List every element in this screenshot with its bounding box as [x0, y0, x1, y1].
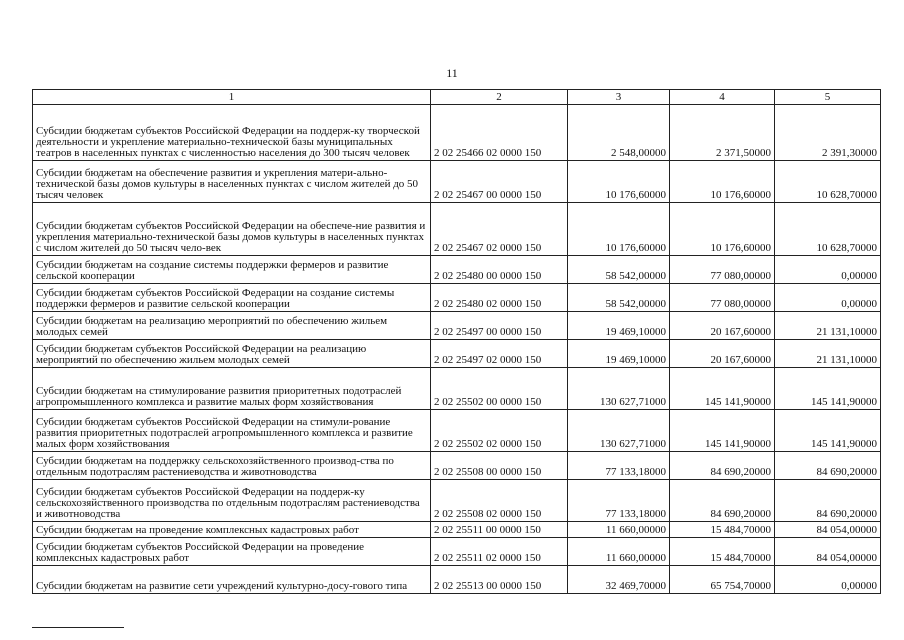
table-row — [33, 480, 881, 522]
row-code: 2 02 25466 02 0000 150 — [431, 105, 568, 161]
row-code: 2 02 25508 02 0000 150 — [431, 480, 568, 522]
row-name: Субсидии бюджетам на проведение комплексных кадастровых работ — [33, 522, 431, 538]
row-value-col3: 32 469,70000 — [568, 566, 670, 594]
row-value-col3: 130 627,71000 — [568, 410, 670, 452]
row-value-col5: 10 628,70000 — [775, 203, 881, 256]
row-value-col3: 77 133,18000 — [568, 480, 670, 522]
budget-table — [32, 89, 881, 594]
row-code: 2 02 25511 00 0000 150 — [431, 522, 568, 538]
row-name: Субсидии бюджетам на поддержку сельскохозяйственного производ-ства по отдельным подотраслям растениеводства и животноводства — [33, 452, 431, 480]
row-value-col4: 84 690,20000 — [670, 452, 775, 480]
row-value-col5: 0,00000 — [775, 566, 881, 594]
row-value-col5: 0,00000 — [775, 256, 881, 284]
header-row — [33, 90, 881, 105]
row-name: Субсидии бюджетам субъектов Российской Федерации на обеспече-ние развития и укрепления материально-технической базы домов культуры в населенных пунктах с числом жителей до 50 тысяч чело-век — [33, 203, 431, 256]
table-row — [33, 538, 881, 566]
row-value-col3: 10 176,60000 — [568, 203, 670, 256]
row-value-col5: 84 054,00000 — [775, 538, 881, 566]
row-value-col3: 77 133,18000 — [568, 452, 670, 480]
table-row — [33, 522, 881, 538]
row-value-col4: 145 141,90000 — [670, 368, 775, 410]
table-row — [33, 203, 881, 256]
row-code: 2 02 25511 02 0000 150 — [431, 538, 568, 566]
row-code: 2 02 25497 00 0000 150 — [431, 312, 568, 340]
row-value-col5: 145 141,90000 — [775, 410, 881, 452]
row-value-col4: 15 484,70000 — [670, 522, 775, 538]
row-name: Субсидии бюджетам субъектов Российской Федерации на реализацию мероприятий по обеспечению жильем молодых семей — [33, 340, 431, 368]
row-value-col4: 77 080,00000 — [670, 256, 775, 284]
header-col-5: 5 — [775, 90, 881, 105]
row-value-col5: 2 391,30000 — [775, 105, 881, 161]
row-value-col5: 21 131,10000 — [775, 340, 881, 368]
table-row — [33, 340, 881, 368]
table-row — [33, 452, 881, 480]
row-value-col3: 58 542,00000 — [568, 256, 670, 284]
row-name: Субсидии бюджетам на реализацию мероприятий по обеспечению жильем молодых семей — [33, 312, 431, 340]
row-value-col5: 84 690,20000 — [775, 480, 881, 522]
header-col-3: 3 — [568, 90, 670, 105]
row-code: 2 02 25502 02 0000 150 — [431, 410, 568, 452]
table-body — [33, 105, 881, 594]
row-value-col3: 10 176,60000 — [568, 161, 670, 203]
row-name: Субсидии бюджетам на обеспечение развития и укрепления матери-ально-технической базы домов культуры в населенных пунктах с числом жителей до 50 тысяч человек — [33, 161, 431, 203]
row-name: Субсидии бюджетам субъектов Российской Федерации на создание системы поддержки фермеров и развитие сельской кооперации — [33, 284, 431, 312]
page-number: 11 — [446, 66, 458, 80]
row-value-col5: 21 131,10000 — [775, 312, 881, 340]
row-value-col5: 145 141,90000 — [775, 368, 881, 410]
row-name: Субсидии бюджетам на создание системы поддержки фермеров и развитие сельской кооперации — [33, 256, 431, 284]
row-code: 2 02 25480 00 0000 150 — [431, 256, 568, 284]
row-value-col4: 145 141,90000 — [670, 410, 775, 452]
table-row — [33, 161, 881, 203]
row-name: Субсидии бюджетам субъектов Российской Федерации на поддерж-ку творческой деятельности и укрепление материально-технической базы муниципальных театров в населенных пунктах с численностью населения до 300 тысяч человек — [33, 105, 431, 161]
row-value-col4: 20 167,60000 — [670, 312, 775, 340]
row-name: Субсидии бюджетам на стимулирование развития приоритетных подотраслей агропромышленного комплекса и развитие малых форм хозяйствования — [33, 368, 431, 410]
row-value-col3: 58 542,00000 — [568, 284, 670, 312]
row-value-col5: 0,00000 — [775, 284, 881, 312]
footnote-separator — [32, 627, 124, 628]
row-code: 2 02 25467 00 0000 150 — [431, 161, 568, 203]
row-value-col3: 2 548,00000 — [568, 105, 670, 161]
row-name: Субсидии бюджетам субъектов Российской Федерации на стимули-рование развития приоритетных подотраслей агропромышленного комплекса и развитие малых форм хозяйствования — [33, 410, 431, 452]
row-name: Субсидии бюджетам субъектов Российской Федерации на проведение комплексных кадастровых работ — [33, 538, 431, 566]
row-value-col4: 10 176,60000 — [670, 161, 775, 203]
row-value-col4: 84 690,20000 — [670, 480, 775, 522]
row-code: 2 02 25467 02 0000 150 — [431, 203, 568, 256]
table-row — [33, 105, 881, 161]
row-value-col3: 19 469,10000 — [568, 312, 670, 340]
row-value-col4: 65 754,70000 — [670, 566, 775, 594]
row-name: Субсидии бюджетам на развитие сети учреждений культурно-досу-гового типа — [33, 566, 431, 594]
table-row — [33, 566, 881, 594]
row-name: Субсидии бюджетам субъектов Российской Федерации на поддерж-ку сельскохозяйственного производства по отдельным подотраслям растениеводства и животноводства — [33, 480, 431, 522]
table-row — [33, 284, 881, 312]
row-value-col3: 11 660,00000 — [568, 538, 670, 566]
row-value-col4: 77 080,00000 — [670, 284, 775, 312]
table-row — [33, 368, 881, 410]
row-code: 2 02 25513 00 0000 150 — [431, 566, 568, 594]
header-col-4: 4 — [670, 90, 775, 105]
row-code: 2 02 25480 02 0000 150 — [431, 284, 568, 312]
row-value-col5: 84 690,20000 — [775, 452, 881, 480]
row-value-col3: 19 469,10000 — [568, 340, 670, 368]
row-value-col3: 11 660,00000 — [568, 522, 670, 538]
row-value-col5: 84 054,00000 — [775, 522, 881, 538]
table-row — [33, 410, 881, 452]
row-value-col3: 130 627,71000 — [568, 368, 670, 410]
row-value-col5: 10 628,70000 — [775, 161, 881, 203]
row-value-col4: 10 176,60000 — [670, 203, 775, 256]
header-col-1: 1 — [33, 90, 431, 105]
row-value-col4: 2 371,50000 — [670, 105, 775, 161]
row-value-col4: 15 484,70000 — [670, 538, 775, 566]
row-code: 2 02 25502 00 0000 150 — [431, 368, 568, 410]
row-code: 2 02 25508 00 0000 150 — [431, 452, 568, 480]
row-value-col4: 20 167,60000 — [670, 340, 775, 368]
table-row — [33, 256, 881, 284]
header-col-2: 2 — [431, 90, 568, 105]
table-row — [33, 312, 881, 340]
row-code: 2 02 25497 02 0000 150 — [431, 340, 568, 368]
